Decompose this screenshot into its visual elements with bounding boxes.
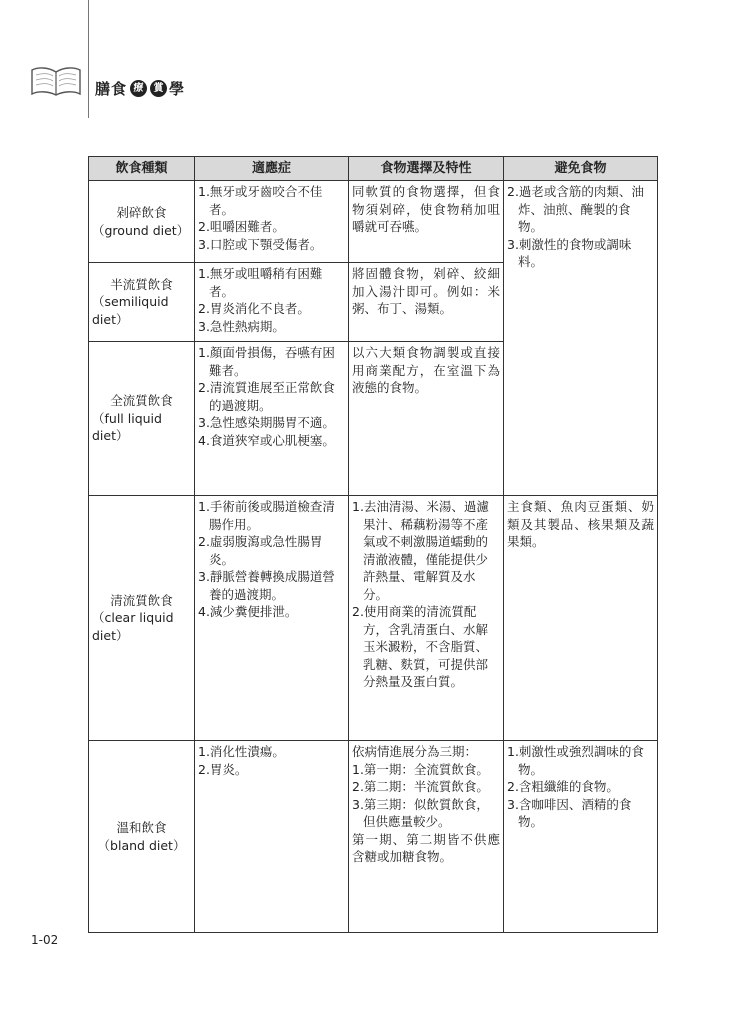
title-prefix: 膳食 [95, 80, 128, 98]
food-cell [349, 741, 504, 933]
page-number: 1-02 [31, 933, 59, 947]
indications-cell [195, 181, 349, 263]
title-badge-2: 賞 [150, 80, 167, 97]
column-header-avoid: 避免食物 [504, 157, 658, 181]
list-item: 1.手術前後或腸道檢查清腸作用。 [198, 499, 335, 532]
list-item: 3.急性熱病期。 [198, 318, 285, 334]
food-text: 以六大類食物調製或直接用商業配方，在室溫下為液態的食物。 [352, 345, 500, 395]
diet-type-zh: 剁碎飲食 [116, 205, 167, 220]
list-item: 3.第三期：似飲質飲食，但供應量較少。 [352, 796, 489, 829]
diet-type-zh: 半流質飲食 [110, 276, 173, 292]
title-suffix: 學 [169, 80, 186, 98]
column-header-food: 食物選擇及特性 [349, 157, 504, 181]
indications-cell [195, 741, 349, 933]
food-cell [349, 263, 504, 342]
avoid-cell-merged [504, 181, 658, 496]
indications-cell [195, 496, 349, 741]
table-row [89, 496, 658, 741]
diet-type-en: （bland diet） [97, 837, 186, 853]
avoid-text: 主食類、魚肉豆蛋類、奶類及其製品、核果類及蔬果類。 [507, 499, 654, 549]
list-item: 1.消化性潰瘍。 [198, 744, 285, 759]
diet-type-en: （semiliquid diet） [92, 294, 169, 327]
open-book-icon [30, 64, 82, 98]
diet-type-cell [89, 496, 195, 741]
list-item: 2.咀嚼困難者。 [198, 219, 285, 234]
indications-cell [195, 263, 349, 342]
list-item: 2.過老或含筋的肉類、油炸、油煎、醃製的食物。 [507, 184, 644, 234]
avoid-cell [504, 496, 658, 741]
list-item: 2.虛弱腹瀉或急性腸胃炎。 [198, 534, 323, 567]
table-header-row [89, 157, 658, 181]
diet-type-zh: 清流質飲食 [110, 592, 173, 608]
avoid-cell [504, 741, 658, 933]
diet-type-zh: 全流質飲食 [110, 393, 173, 409]
diet-type-cell [89, 263, 195, 342]
food-cell [349, 496, 504, 741]
diet-type-zh: 溫和飲食 [116, 820, 167, 835]
book-title [95, 78, 185, 99]
diet-type-en: （full liquid diet） [92, 410, 162, 444]
list-item: 4.食道狹窄或心肌梗塞。 [198, 432, 335, 448]
list-item: 1.顏面骨損傷，吞嚥有困難者。 [198, 345, 335, 378]
list-item: 3.含咖啡因、酒精的食物。 [507, 796, 632, 829]
list-item: 1.無牙或牙齒咬合不佳者。 [198, 184, 323, 217]
diet-type-en: （ground diet） [92, 222, 190, 238]
list-item: 依病情進展分為三期： [352, 744, 478, 759]
list-item: 2.胃炎消化不良者。 [198, 301, 310, 316]
list-item: 2.第二期：半流質飲食。 [352, 779, 489, 794]
diet-type-cell [89, 741, 195, 933]
column-header-indications: 適應症 [195, 157, 349, 181]
margin-rule [88, 0, 89, 118]
food-cell [349, 342, 504, 496]
list-item: 3.急性感染期腸胃不適。 [198, 415, 335, 430]
column-header-type: 飲食種類 [89, 157, 195, 181]
list-item: 2.使用商業的清流質配方，含乳清蛋白、水解玉米澱粉，不含脂質、乳糖、麩質，可提供部分熱量及蛋白質。 [352, 604, 489, 689]
diet-type-cell [89, 342, 195, 496]
list-item: 4.減少糞便排泄。 [198, 604, 298, 619]
food-text: 將固體食物，剁碎、絞細加入湯汁即可。例如：米粥、布丁、湯類。 [352, 266, 500, 316]
table-row [89, 181, 658, 263]
list-item: 3.口腔或下顎受傷者。 [198, 236, 323, 252]
list-item: 3.靜脈營養轉換成腸道營養的過渡期。 [198, 569, 335, 602]
list-item: 1.第一期：全流質飲食。 [352, 761, 489, 777]
list-item: 2.清流質進展至正常飲食的過渡期。 [198, 380, 335, 413]
food-text: 第一期、第二期皆不供應含糖或加糖食物。 [352, 831, 500, 864]
list-item: 2.含粗纖維的食物。 [507, 779, 619, 794]
list-item: 1.無牙或咀嚼稍有困難者。 [198, 266, 323, 299]
list-item: 3.刺激性的食物或調味料。 [507, 236, 632, 269]
diet-table [88, 156, 658, 933]
diet-type-cell [89, 181, 195, 263]
diet-type-en: （clear liquid diet） [92, 610, 174, 643]
food-text: 同軟質的食物選擇，但食物須剁碎，使食物稍加咀嚼就可吞嚥。 [352, 184, 500, 234]
list-item: 1.刺激性或強烈調味的食物。 [507, 744, 644, 777]
food-cell [349, 181, 504, 263]
list-item: 2.胃炎。 [198, 761, 248, 777]
list-item: 1.去油清湯、米湯、過濾果汁、稀藕粉湯等不產氣或不刺激腸道蠕動的清澈液體，僅能提供少許熱量、電解質及水分。 [352, 499, 489, 602]
title-badge-1: 療 [130, 80, 147, 97]
indications-cell [195, 342, 349, 496]
table-row [89, 741, 658, 933]
